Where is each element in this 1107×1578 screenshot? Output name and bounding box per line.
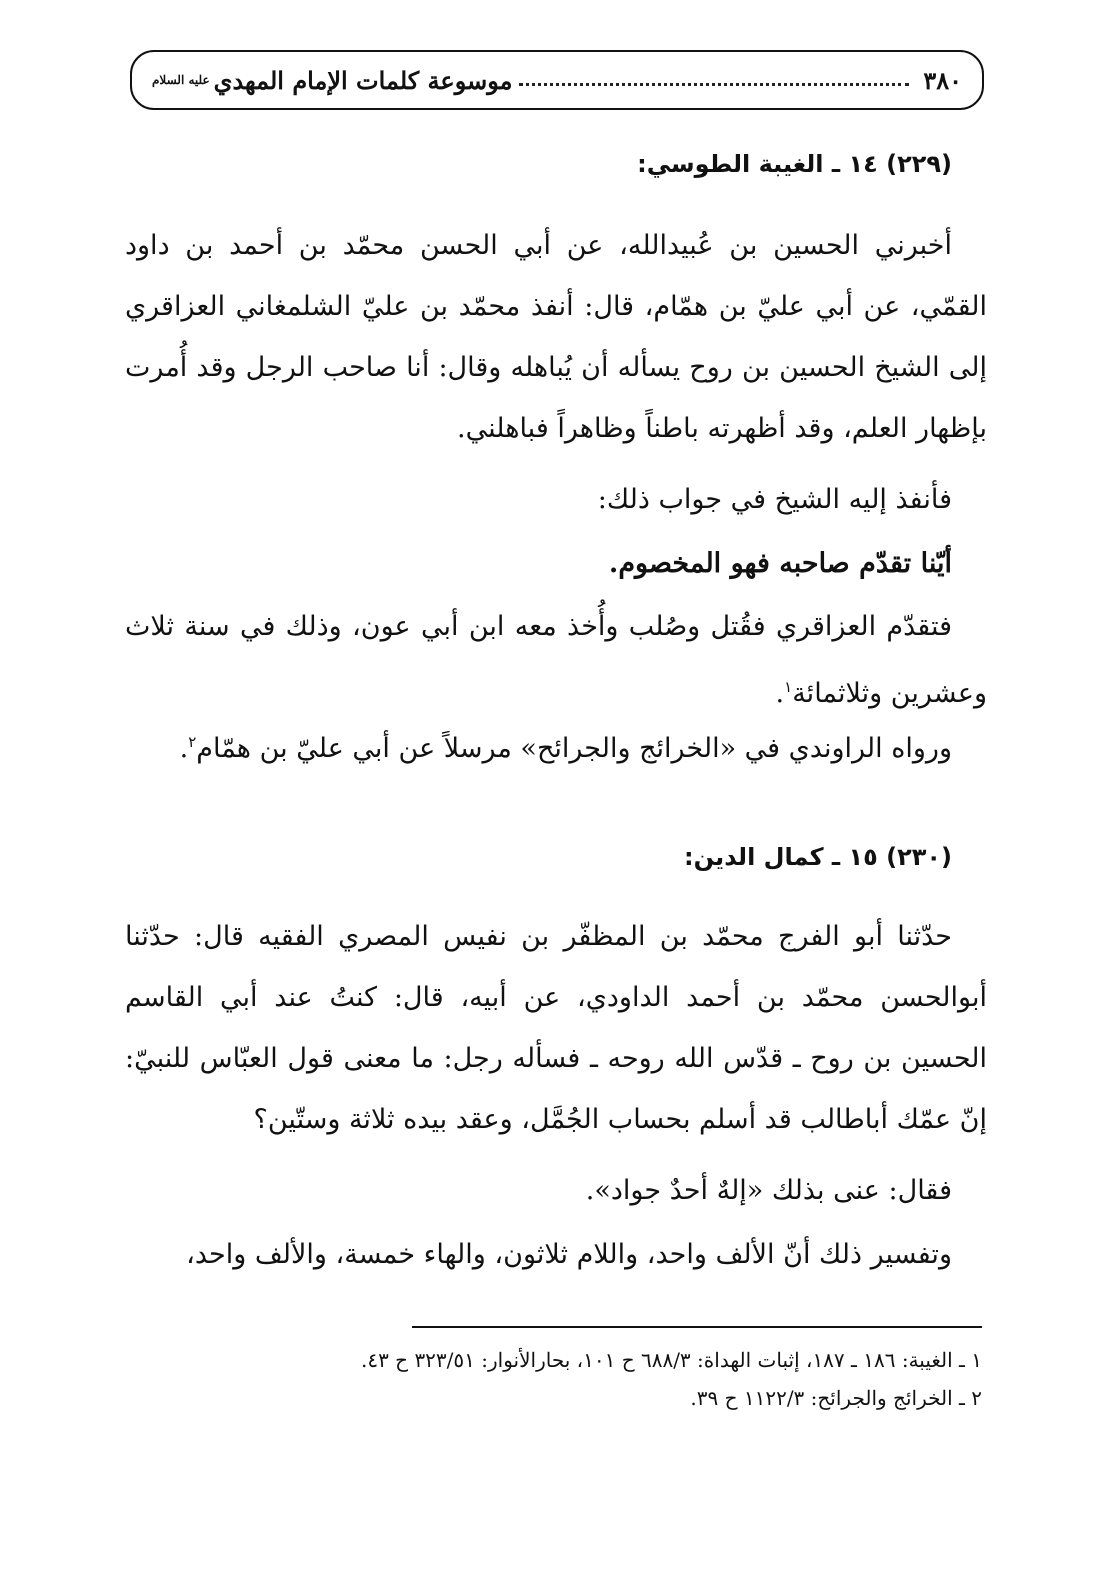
paragraph-rawandi-text: ورواه الراوندي في «الخرائج والجرائح» مرسلاً عن أبي عليّ بن همّام [196, 733, 952, 764]
footnote-ref-1: ١ [784, 678, 793, 696]
paragraph-narration-229: أخبرني الحسين بن عُبيدالله، عن أبي الحسن محمّد بن أحمد بن داود القمّي، عن أبي عليّ بن همّام، قال: أنفذ محمّد بن عليّ الشلمغاني العزاقري إلى الشيخ الحسين بن روح يسأله أن يُباهله وقال: أنا صاحب الرجل وقد أُمرت بإظهار العلم، وقد أظهرته باطناً وظاهراً فباهلني. [125, 230, 987, 444]
paragraph-explanation: وتفسير ذلك أنّ الألف واحد، واللام ثلاثون، والهاء خمسة، والألف واحد، [186, 1239, 952, 1270]
footnote-separator [412, 1326, 982, 1328]
section-heading-229: (٢٢٩) ١٤ ـ الغيبة الطوسي: [637, 150, 952, 178]
header-dot-leader [519, 83, 910, 86]
paragraph-outcome: فتقدّم العزاقري فقُتل وصُلب وأُخذ معه ابن أبي عون، وذلك في سنة ثلاث وعشرين وثلاثمائة$^١$. [125, 611, 987, 709]
running-header [130, 50, 984, 110]
footnote-2: ٢ ـ الخرائج والجرائح: ١١٢٢/٣ ح ٣٩. [690, 1386, 982, 1410]
footnote-ref-2: ٢ [188, 733, 197, 751]
paragraph-reply-quote: أيّنا تقدّم صاحبه فهو المخصوم. [608, 548, 952, 579]
section-heading-230: (٢٣٠) ١٥ ـ كمال الدين: [683, 843, 952, 871]
honorific-glyph: عليه السلام [152, 73, 210, 87]
page-number: ٣٨٠ [923, 65, 962, 95]
paragraph-rawandi: ورواه الراوندي في «الخرائج والجرائح» مرسلاً عن أبي عليّ بن همّام$^٢$. [179, 733, 952, 764]
paragraph-answer: فقال: عنى بذلك «إلهٌ أحدٌ جواد». [585, 1175, 952, 1206]
paragraph-reply-intro: فأنفذ إليه الشيخ في جواب ذلك: [597, 484, 952, 515]
paragraph-narration-230: حدّثنا أبو الفرج محمّد بن المظفّر بن نفيس المصري الفقيه قال: حدّثنا أبوالحسن محمّد بن أحمد الداودي، عن أبيه، قال: كنتُ عند أبي القاسم الحسين بن روح ـ قدّس الله روحه ـ فسأله رجل: ما معنى قول العبّاس للنبيّ: إنّ عمّك أباطالب قد أسلم بحساب الجُمَّل، وعقد بيده ثلاثة وستّين؟ [125, 921, 987, 1135]
footnote-1: ١ ـ الغيبة: ١٨٦ ـ ١٨٧، إثبات الهداة: ٦٨٨/٣ ح ١٠١، بحارالأنوار: ٣٢٣/٥١ ح ٤٣. [360, 1348, 982, 1372]
running-title: موسوعة كلمات الإمام المهدي [213, 65, 513, 95]
paragraph-outcome-text: فتقدّم العزاقري فقُتل وصُلب وأُخذ معه ابن أبي عون، وذلك في سنة ثلاث وعشرين وثلاثمائة [125, 611, 987, 709]
